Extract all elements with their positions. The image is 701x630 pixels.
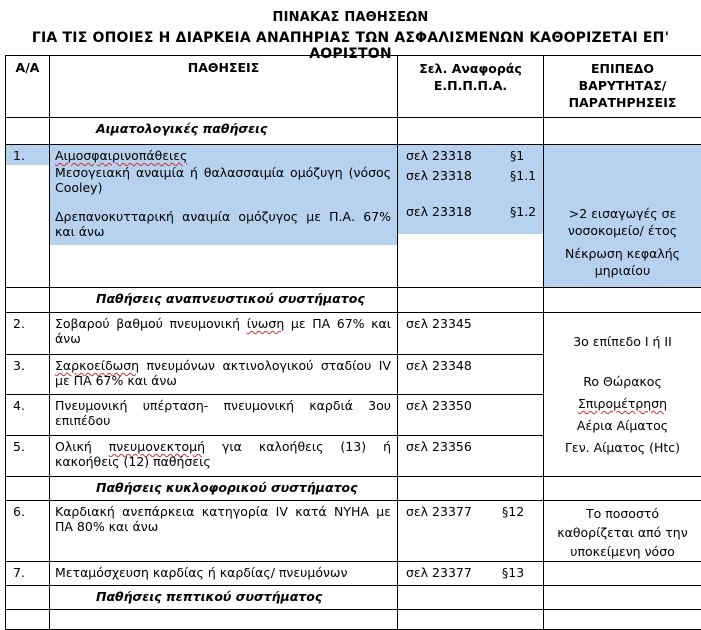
disease-text: Μεταμόσχευση καρδίας ή καρδίας/ πνευμόνων [50,562,398,586]
row-number: 4. [6,395,50,436]
table-row [6,145,701,288]
disease-text: Σοβαρού βαθμού πνευμονική ίνωση με ΠΑ 67% και άνω [50,313,398,355]
ref-cell: σελ 23377 §12 [398,501,544,562]
row-number: 6. [6,501,50,562]
document-subtitle: ΓΙΑ ΤΙΣ ΟΠΟΙΕΣ Η ΔΙΑΡΚΕΙΑ ΑΝΑΠΗΡΙΑΣ ΤΩΝ ΑΣΦΑΛΙΣΜΕΝΩΝ ΚΑΘΟΡΙΖΕΤΑΙ ΕΠ' ΑΟΡΙΣΤΟΝ [0,30,701,62]
ref-cell: σελ 23348 [398,355,544,395]
disease-text: Δρεπανοκυτταρική αναιμία ομόζυγος με Π.Α. 67% και άνω [55,209,391,239]
row-number: 7. [6,562,50,586]
notes-text: Γεν. Αίματος (Htc) [544,437,701,459]
ref-cell: σελ 23318 §1 [406,148,543,168]
row-number: 3. [6,355,50,395]
ref-cell: σελ 23350 [398,395,544,436]
notes-text: 3ο επίπεδο Ι ή ΙΙ [544,331,701,353]
table-row [6,610,701,630]
disease-text: Μεσογειακή αναιμία ή θαλασσαιμία ομόζυγη (νόσος Cooley) [55,165,391,209]
header-aa: Α/Α [6,56,50,118]
ref-cell: σελ 23377 §13 [398,562,544,586]
ref-cell: σελ 23345 [398,313,544,355]
disease-text: Καρδιακή ανεπάρκεια κατηγορία IV κατά ΝΥΗΑ με ΠΑ 80% και άνω [50,501,398,562]
section-digestive: Παθήσεις πεπτικού συστήματος [50,586,398,610]
notes-text: Ro Θώρακος [544,371,701,393]
notes-text: Αέρια Αίματος [544,415,701,437]
header-diseases: ΠΑΘΗΣΕΙΣ [50,56,398,118]
notes-text: Νέκρωση κεφαλής μηριαίου [548,245,697,279]
section-hematological: Αιματολογικές παθήσεις [50,118,398,145]
row-number: 5. [6,436,50,477]
header-ref: Σελ. Αναφοράς Ε.Π.Π.Π.Α. [398,56,544,118]
section-row [6,477,701,501]
row-number: 2. [6,313,50,355]
diseases-table [5,55,701,630]
table-row [6,562,701,586]
disease-text: Σαρκοείδωση πνευμόνων ακτινολογικού σταδίου IV με ΠΑ 67% και άνω [50,355,398,395]
header-level: ΕΠΙΠΕΔΟ ΒΑΡΥΤΗΤΑΣ/ ΠΑΡΑΤΗΡΗΣΕΙΣ [544,56,701,118]
table-row [6,501,701,562]
respiratory-notes [544,313,701,477]
section-circulatory: Παθήσεις κυκλοφορικού συστήματος [50,477,398,501]
disease-text: Ολική πνευμονεκτομή για καλοήθεις (13) ή κακοήθεις (12) παθήσεις [50,436,398,477]
row-number: 1. [6,145,49,165]
ref-cell: σελ 23318 §1.2 [406,204,543,219]
document-title: ΠΙΝΑΚΑΣ ΠΑΘΗΣΕΩΝ [0,10,701,25]
notes-text: >2 εισαγωγές σε νοσοκομείο/ έτος [548,205,697,239]
notes-text: Σπιρομέτρηση [544,393,701,415]
section-row [6,118,701,145]
notes-text: Το ποσοστό καθορίζεται από την υποκείμενη νόσο [544,501,701,562]
ref-cell: σελ 23318 §1.1 [406,168,543,204]
table-row [6,313,701,355]
section-row [6,288,701,313]
disease-text: Αιμοσφαιρινοπάθειες [55,148,391,165]
disease-text: Πνευμονική υπέρταση- πνευμονική καρδιά 3ου επιπέδου [50,395,398,436]
section-respiratory: Παθήσεις αναπνευστικού συστήματος [50,288,398,313]
section-row [6,586,701,610]
header-row [6,56,701,118]
ref-cell: σελ 23356 [398,436,544,477]
